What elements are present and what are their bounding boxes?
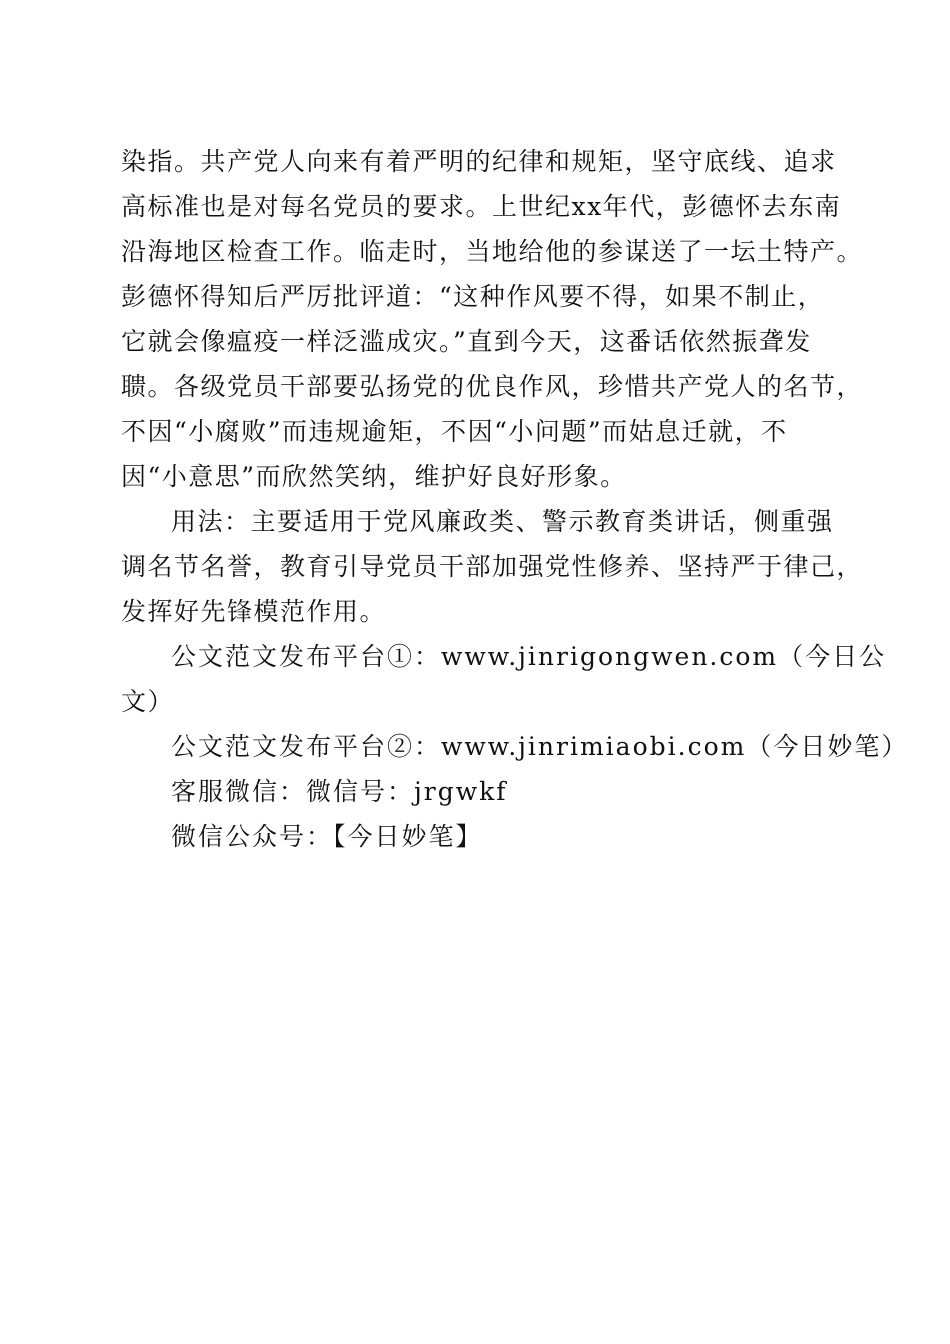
text-line: 发挥好先锋模范作用。 <box>121 597 387 626</box>
text-line: 彭德怀得知后严厉批评道：“这种作风要不得，如果不制止， <box>121 282 825 311</box>
text-line: 聩。各级党员干部要弘扬党的优良作风，珍惜共产党人的名节， <box>121 372 864 401</box>
text-line: 因“小意思”而欣然笑纳，维护好良好形象。 <box>121 462 627 491</box>
text-line: 调名节名誉，教育引导党员干部加强党性修养、坚持严于律己， <box>121 552 864 581</box>
text-line: 染指。共产党人向来有着严明的纪律和规矩，坚守底线、追求 <box>121 147 837 176</box>
text-line: 用法：主要适用于党风廉政类、警示教育类讲话，侧重强 <box>171 507 834 536</box>
platform-2-info: 公文范文发布平台②：www.jinrimiaobi.com（今日妙笔） <box>171 732 909 761</box>
customer-service-wechat: 客服微信：微信号：jrgwkf <box>171 777 508 806</box>
text-line: 它就会像瘟疫一样泛滥成灾。”直到今天，这番话依然振聋发 <box>121 327 812 356</box>
text-line: 高标准也是对每名党员的要求。上世纪xx年代，彭德怀去东南 <box>121 192 842 221</box>
wechat-public-account: 微信公众号：【今日妙笔】 <box>171 822 483 851</box>
text-line: 不因“小腐败”而违规逾矩，不因“小问题”而姑息迁就，不 <box>121 417 788 446</box>
text-line: 沿海地区检查工作。临走时，当地给他的参谋送了一坛土特产。 <box>121 237 864 266</box>
text-line: 文） <box>121 687 175 716</box>
text-line: 公文范文发布平台①：www.jinrigongwen.com（今日公 <box>171 642 887 671</box>
